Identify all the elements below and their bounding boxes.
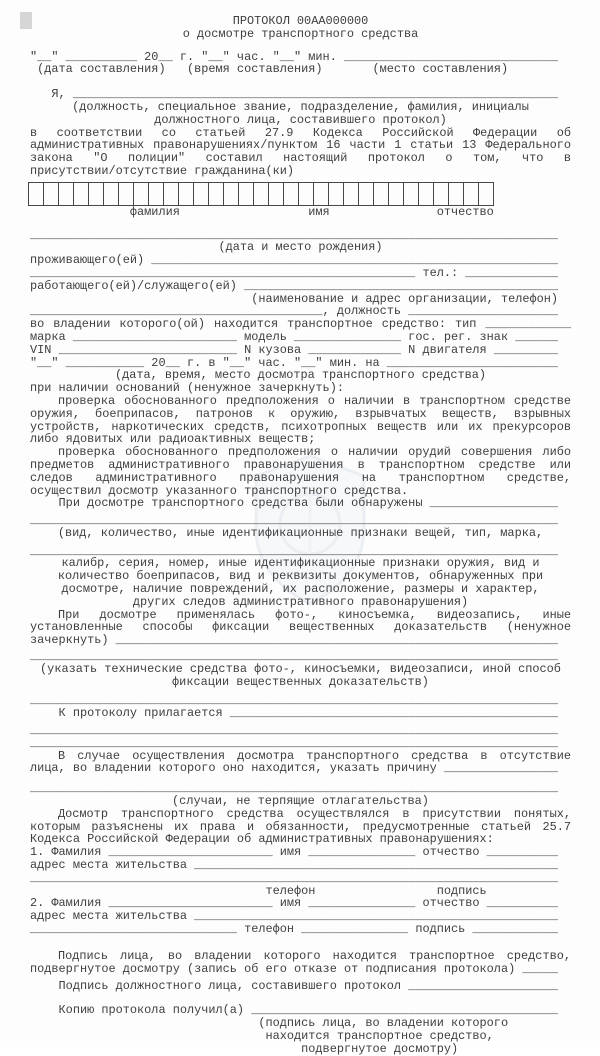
- findings-caption-line: досмотре, наличие повреждений, их расположение, размеры и характер,: [61, 582, 540, 597]
- employment-line: работающего(ей)/служащего(ей) ____________________________________________: [30, 278, 559, 293]
- fio-cell: [118, 182, 134, 206]
- findings-line: При досмотре транспортного средства были обнаружены __________________: [30, 496, 559, 511]
- ground-2-line: осуществил досмотр указанного транспортного средства.: [30, 483, 409, 498]
- copy-received-caption-line: подвергнутое досмотру): [30, 1041, 459, 1056]
- fio-cell: [358, 182, 374, 206]
- protocol-subtitle: о досмотре транспортного средства: [182, 26, 419, 41]
- fio-cell: [193, 182, 209, 206]
- fio-cell: [43, 182, 59, 206]
- findings-caption-line: количество боеприпасов, вид и реквизиты документов, обнаруженных при: [57, 569, 544, 584]
- fio-cell: [343, 182, 359, 206]
- witness-2-name-line: 2. Фамилия _______________________ имя _______________ отчество __________: [30, 896, 559, 911]
- residence-line: проживающего(ей) _________________________________________________________: [30, 253, 559, 268]
- witnesses-intro-line: Досмотр транспортного средства осуществлялся в присутствии понятых,: [58, 806, 571, 821]
- recording-caption-line: (указать технические средства фото-, киносъемки, видеозаписи, иной способ: [40, 661, 561, 676]
- fio-cell: [163, 182, 179, 206]
- fio-cell: [463, 182, 479, 206]
- attachment-line: К протоколу прилагается ______________________________________________: [30, 706, 559, 721]
- owner-signature-line: подвергнутое досмотру (запись об его отказе от подписания протокола) _____: [30, 961, 559, 976]
- ground-1-line: устройств, наркотических средств, психотропных веществ или их прекурсоров: [30, 419, 571, 434]
- witness-1-address-line: адрес места жительства ___________________________________________________: [30, 858, 559, 873]
- witness-2-phone-signature-line: _____________________________ телефон _______________ подпись ____________: [30, 922, 559, 936]
- ground-2-line: проверка обоснованного предположения о наличии орудий совершения либо: [58, 445, 571, 460]
- attachment-blank-line: __________________________________________________________________________: [30, 735, 559, 750]
- recording-methods-line: зачеркнуть) ______________________________________________________________: [30, 633, 559, 648]
- officer-caption-line: (должность, специальное звание, подразделение, фамилия, инициалы: [72, 99, 529, 114]
- fio-cell-grid: [28, 182, 571, 206]
- compose-datetime-line: "__" __________ 20__ г. "__" час. "__" мин. ______________________________: [30, 49, 559, 64]
- attachment-blank-line: __________________________________________________________________________: [30, 693, 559, 708]
- absence-blank-line: __________________________________________________________________________: [30, 781, 559, 796]
- findings-caption-line: (вид, количество, иные идентификационные признаки вещей, тип, марка,: [57, 525, 544, 540]
- copy-received-caption-line: (подпись лица, во владении которого: [30, 1015, 509, 1030]
- fio-cell: [388, 182, 404, 206]
- fio-cell: [328, 182, 344, 206]
- birth-info-blank-line: __________________________________________________________________________: [30, 227, 559, 242]
- legal-basis-line: закона "О полиции" составил настоящий протокол о том, что в: [30, 151, 571, 166]
- inspection-datetime-caption: (дата, время, место досмотра транспортного средства): [114, 368, 487, 383]
- ground-1-line: проверка обоснованного предположения о наличии в транспортном средстве: [58, 393, 571, 408]
- officer-name-line: Я, ____________________________________________________________________: [30, 87, 559, 102]
- form-content: [30, 15, 571, 1055]
- fio-cell: [433, 182, 449, 206]
- recording-blank-line: __________________________________________________________________________: [30, 649, 559, 664]
- fio-cell: [313, 182, 329, 206]
- attachment-blank-line: __________________________________________________________________________: [30, 723, 559, 738]
- fio-cell: [103, 182, 119, 206]
- fio-cell: [268, 182, 284, 206]
- compose-datetime-captions: (дата составления) (время составления) (место составления): [30, 62, 509, 77]
- fio-cell: [403, 182, 419, 206]
- fio-cell: [253, 182, 269, 206]
- fio-cell: [73, 182, 89, 206]
- findings-caption-line: других следов административного правонарушения): [132, 594, 469, 609]
- fio-cell: [58, 182, 74, 206]
- fio-cell: [28, 182, 44, 206]
- inspection-datetime-line: "__" ___________ 20__ г. в "__" час. "__" мин. на ________________________: [30, 355, 559, 370]
- witness-2-address-line: адрес места жительства ___________________________________________________: [30, 909, 559, 924]
- vehicle-make-model-line: марка _______________________ модель _______________ гос. рег. знак ______: [30, 329, 559, 344]
- officer-signature-line: Подпись должностного лица, составившего протокол _____________________: [30, 979, 559, 994]
- birth-info-caption: (дата и место рождения): [218, 240, 383, 255]
- ground-1-line: оружия, боеприпасов, патронов к оружию, взрывчатых веществ, взрывных: [30, 406, 571, 421]
- recording-methods-line: При досмотре применялась фото-, киносъемка, видеозапись, иные: [58, 607, 571, 622]
- absence-reason-line: лица, во владении которого оно находится, указать причину ________________: [30, 761, 559, 776]
- fio-cell: [373, 182, 389, 206]
- officer-caption-line: должностного лица, составившего протокол): [154, 112, 447, 127]
- fio-cell: [223, 182, 239, 206]
- legal-basis-line: административных правонарушениях/пунктом 16 части 1 статьи 13 Федерального: [30, 138, 571, 153]
- organization-caption: (наименование и адрес организации, телефон): [30, 291, 559, 306]
- legal-basis-line: в соответствии со статьей 27.9 Кодекса Российской Федерации об: [30, 125, 571, 140]
- grounds-heading-line: при наличии оснований (ненужное зачеркнуть):: [30, 381, 344, 396]
- fio-cell: [133, 182, 149, 206]
- phone-line: ______________________________________________________ тел.: _____________: [30, 265, 559, 280]
- witnesses-intro-line: Кодекса Российской Федерации об административных правонарушениях:: [30, 832, 494, 847]
- vehicle-type-line: во владении которого(ой) находится транспортное средство: тип ____________: [30, 317, 571, 332]
- fio-cell: [148, 182, 164, 206]
- fio-cell: [283, 182, 299, 206]
- ground-2-line: предметов административного правонарушения в транспортном средстве или: [30, 457, 571, 472]
- copy-received-line: Копию протокола получил(а) ___________________________________________: [30, 1003, 559, 1018]
- witness-1-phone-signature-captions: телефон подпись: [30, 883, 487, 898]
- absence-reason-line: В случае осуществления досмотра транспортного средства в отсутствие: [58, 748, 571, 763]
- fio-cell: [238, 182, 254, 206]
- findings-blank-line: __________________________________________________________________________: [30, 543, 559, 558]
- protocol-title: ПРОТОКОЛ 00АА000000: [232, 14, 369, 28]
- witness-1-name-line: 1. Фамилия _______________________ имя _______________ отчество __________: [30, 845, 559, 860]
- presence-line: присутствии/отсутствие гражданина(ки): [30, 163, 295, 178]
- fio-cell: [208, 182, 224, 206]
- owner-signature-line: Подпись лица, во владении которого находится транспортное средство,: [58, 948, 571, 963]
- ground-2-line: следов административного правонарушения на транспортном средстве,: [30, 470, 571, 485]
- fio-cell: [298, 182, 314, 206]
- fio-cell: [448, 182, 464, 206]
- position-line: _________________________________________, должность _____________________: [30, 304, 559, 319]
- ground-1-line: либо ядовитых или радиоактивных веществ;: [30, 432, 316, 447]
- fio-cell: [88, 182, 104, 206]
- witnesses-intro-line: которым разъяснены их права и обязанности, предусмотренные статьей 25.7: [30, 819, 571, 834]
- recording-caption-line: фиксации вещественных доказательств): [172, 674, 429, 689]
- absence-caption-line: (случаи, не терпящие отлагательства): [172, 794, 429, 809]
- witness-1-blank-line: __________________________________________________________________________: [30, 870, 559, 885]
- fio-grid-captions: фамилия имя отчество: [30, 204, 494, 219]
- fio-cell: [418, 182, 434, 206]
- findings-blank-line: __________________________________________________________________________: [30, 513, 559, 528]
- vehicle-vin-line: VIN _________________________ N кузова _____________ N двигателя _________: [30, 342, 559, 357]
- recording-methods-line: установленные способы фиксации вещественных доказательств (ненужное: [30, 620, 571, 635]
- findings-caption-line: калибр, серия, номер, иные идентификационные признаки оружия, вид и: [61, 556, 540, 571]
- copy-received-caption-line: находится транспортное средство,: [30, 1028, 494, 1043]
- fio-cell: [178, 182, 194, 206]
- fio-cell: [478, 182, 494, 206]
